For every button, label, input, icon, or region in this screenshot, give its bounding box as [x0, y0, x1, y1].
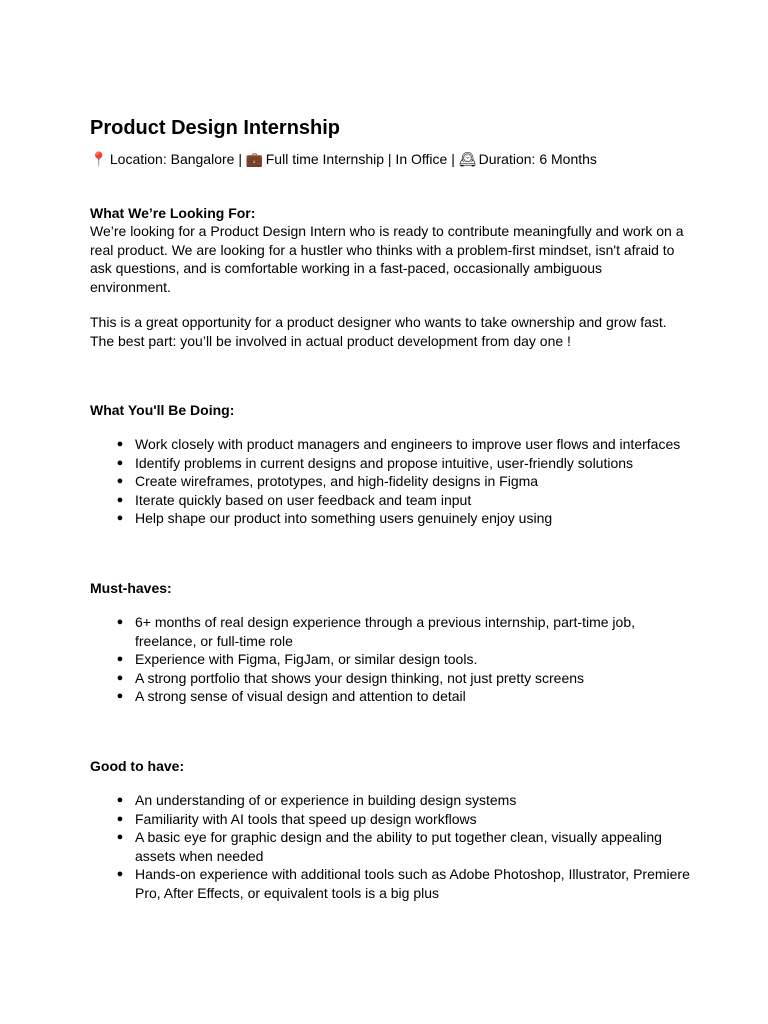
list-item-text: Identify problems in current designs and propose intuitive, user-friendly solutions [135, 454, 634, 471]
list-item-text: Help shape our product into something users genuinely enjoy using [135, 510, 553, 526]
job-meta-line [90, 150, 597, 168]
bullet-icon: ● [116, 493, 124, 506]
doing-list [90, 435, 690, 528]
looking-for-paragraph-2: This is a great opportunity for a product designer who wants to take ownership and grow fast. The best part: you’ll be involved in actual product development from day one ! [90, 314, 667, 349]
bullet-icon: ● [116, 653, 124, 665]
bullet-icon: ● [116, 794, 124, 806]
good-to-have-list [90, 791, 690, 902]
bullet-icon: ● [116, 456, 124, 469]
list-item-text: Familiarity with AI tools that speed up design workflows [135, 810, 477, 827]
clock-icon: 🕰 [458, 151, 477, 167]
list-item [90, 650, 690, 669]
list-item [90, 491, 690, 510]
list-item-text: A basic eye for graphic design and the ability to put together clean, visually appealing assets when needed [135, 829, 662, 864]
list-item [90, 828, 690, 865]
list-item-text: Iterate quickly based on user feedback and team input [135, 491, 472, 508]
bullet-icon: ● [116, 616, 124, 628]
bullet-icon: ● [116, 690, 124, 702]
map-pin-icon: 📍 [90, 151, 108, 167]
list-item [90, 687, 690, 706]
bullet-icon: ● [116, 438, 124, 450]
section-heading-looking-for: What We’re Looking For: [90, 205, 256, 221]
list-item [90, 613, 690, 650]
list-item [90, 865, 690, 902]
list-item-text: A strong portfolio that shows your design thinking, not just pretty screens [135, 669, 585, 686]
list-item [90, 509, 690, 528]
list-item-text: A strong sense of visual design and attention to detail [135, 688, 466, 704]
job-duration: Duration: 6 Months [478, 151, 597, 167]
briefcase-icon: 💼 [245, 151, 264, 167]
list-item [90, 472, 690, 491]
list-item-text: 6+ months of real design experience through a previous internship, part-time job, freelance, or full-time role [135, 614, 636, 649]
list-item-text: Work closely with product managers and engineers to improve user flows and interfaces [135, 436, 681, 452]
bullet-icon: ● [116, 512, 124, 524]
page-title: Product Design Internship [90, 117, 341, 139]
job-location: Location: Bangalore | [109, 151, 242, 167]
looking-for-paragraph-1: We’re looking for a Product Design Intern who is ready to contribute meaningfully and work on a real product. We are looking for a hustler who thinks with a problem-first mindset, isn't afraid to ask questions, and is comfortable working in a fast-paced, occasionally ambiguous environment. [90, 223, 684, 295]
bullet-icon: ● [116, 475, 124, 487]
list-item-text: Create wireframes, prototypes, and high-fidelity designs in Figma [135, 473, 539, 489]
section-heading-good-to-have: Good to have: [90, 758, 185, 774]
list-item [90, 454, 690, 473]
job-type: Full time Internship | In Office | [265, 151, 455, 167]
must-haves-list [90, 613, 690, 706]
bullet-icon: ● [116, 831, 124, 843]
bullet-icon: ● [116, 812, 124, 825]
list-item [90, 669, 690, 688]
list-item [90, 791, 690, 810]
list-item-text: Experience with Figma, FigJam, or similar design tools. [135, 651, 478, 667]
list-item [90, 435, 690, 454]
bullet-icon: ● [116, 868, 124, 880]
section-heading-must-haves: Must-haves: [90, 580, 172, 596]
bullet-icon: ● [116, 671, 124, 684]
list-item-text: An understanding of or experience in building design systems [135, 792, 517, 808]
section-heading-doing: What You'll Be Doing: [90, 402, 235, 418]
list-item-text: Hands-on experience with additional tools such as Adobe Photoshop, Illustrator, Premiere Pro, After Effects, or equivalent tools is a big plus [135, 866, 690, 901]
list-item [90, 810, 690, 829]
